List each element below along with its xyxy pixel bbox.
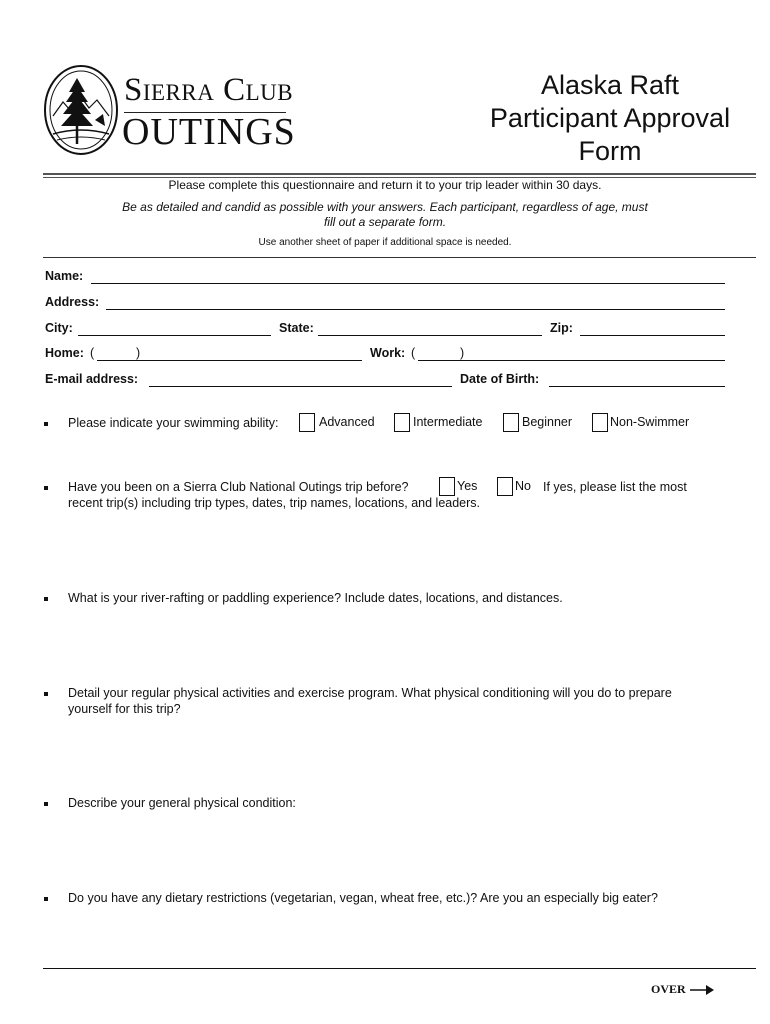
home-area-code-open: ( <box>90 346 95 360</box>
previous-trip-question: Have you been on a Sierra Club National Outings trip before? <box>68 480 409 494</box>
previous-trip-yes-label: Yes <box>457 479 478 493</box>
logo-wordmark-outings: OUTINGS <box>122 111 296 153</box>
logo-wordmark-sierra-club: Sierra Club <box>124 72 294 108</box>
header-rule <box>43 173 756 175</box>
instructions-detail-line-2: fill out a separate form. <box>323 215 447 229</box>
previous-trip-yes-checkbox[interactable] <box>439 477 455 496</box>
dob-field[interactable] <box>549 386 725 387</box>
physical-activities-question: Detail your regular physical activities and exercise program. What physical conditioning will you do to prepare <box>68 686 672 700</box>
bullet <box>44 597 48 601</box>
city-field[interactable] <box>78 335 271 336</box>
instructions-detail-line-1: Be as detailed and candid as possible with your answers. Each participant, regardless of age, must <box>122 200 648 214</box>
dietary-question: Do you have any dietary restrictions (vegetarian, vegan, wheat free, etc.)? Are you an especially big eater? <box>68 891 658 905</box>
over-label: OVER <box>651 982 686 996</box>
name-field[interactable] <box>91 283 725 284</box>
city-label: City: <box>45 321 73 335</box>
previous-trip-followup-line-2: recent trip(s) including trip types, dates, trip names, locations, and leaders. <box>68 496 481 510</box>
email-label: E-mail address: <box>45 372 139 386</box>
swim-beginner-label: Beginner <box>522 415 573 429</box>
previous-trip-no-label: No <box>515 479 531 493</box>
address-field[interactable] <box>106 309 725 310</box>
name-label: Name: <box>45 269 84 283</box>
work-phone-field[interactable] <box>418 360 725 361</box>
right-arrow-icon <box>690 984 714 996</box>
work-area-code-open: ( <box>411 346 416 360</box>
previous-trip-no-checkbox[interactable] <box>497 477 513 496</box>
work-phone-label: Work: <box>370 346 406 360</box>
previous-trip-followup: If yes, please list the most <box>543 480 687 494</box>
swim-beginner-checkbox[interactable] <box>503 413 519 432</box>
work-area-code-close: ) <box>460 346 465 360</box>
section-divider <box>43 257 756 258</box>
instructions-detail <box>95 200 675 230</box>
form-title-line-1: Alaska Raft <box>540 70 680 100</box>
swim-intermediate-checkbox[interactable] <box>394 413 410 432</box>
rafting-experience-question: What is your river-rafting or paddling experience? Include dates, locations, and distances. <box>68 591 563 605</box>
swim-non-swimmer-label: Non-Swimmer <box>610 415 690 429</box>
form-title-line-2: Participant Approval <box>489 103 731 133</box>
instructions-extra-sheet: Use another sheet of paper if additional space is needed. <box>258 237 512 248</box>
sierra-club-seal-logo <box>43 64 119 156</box>
zip-field[interactable] <box>580 335 725 336</box>
swim-advanced-label: Advanced <box>319 415 375 429</box>
physical-condition-question: Describe your general physical condition: <box>68 796 296 810</box>
instructions-return: Please complete this questionnaire and return it to your trip leader within 30 days. <box>168 178 602 192</box>
footer-rule <box>43 968 756 969</box>
swim-advanced-checkbox[interactable] <box>299 413 315 432</box>
bullet <box>44 692 48 696</box>
swim-intermediate-label: Intermediate <box>413 415 483 429</box>
state-field[interactable] <box>318 335 542 336</box>
zip-label: Zip: <box>550 321 573 335</box>
state-label: State: <box>279 321 314 335</box>
email-field[interactable] <box>149 386 452 387</box>
home-area-code-close: ) <box>136 346 141 360</box>
physical-activities-question-line-2: yourself for this trip? <box>68 702 181 716</box>
swim-question: Please indicate your swimming ability: <box>68 416 279 430</box>
bullet <box>44 422 48 426</box>
bullet <box>44 897 48 901</box>
bullet <box>44 486 48 490</box>
form-title-line-3: Form <box>578 136 642 166</box>
bullet <box>44 802 48 806</box>
address-label: Address: <box>45 295 100 309</box>
home-phone-label: Home: <box>45 346 84 360</box>
swim-non-swimmer-checkbox[interactable] <box>592 413 608 432</box>
dob-label: Date of Birth: <box>460 372 540 386</box>
home-phone-field[interactable] <box>97 360 362 361</box>
